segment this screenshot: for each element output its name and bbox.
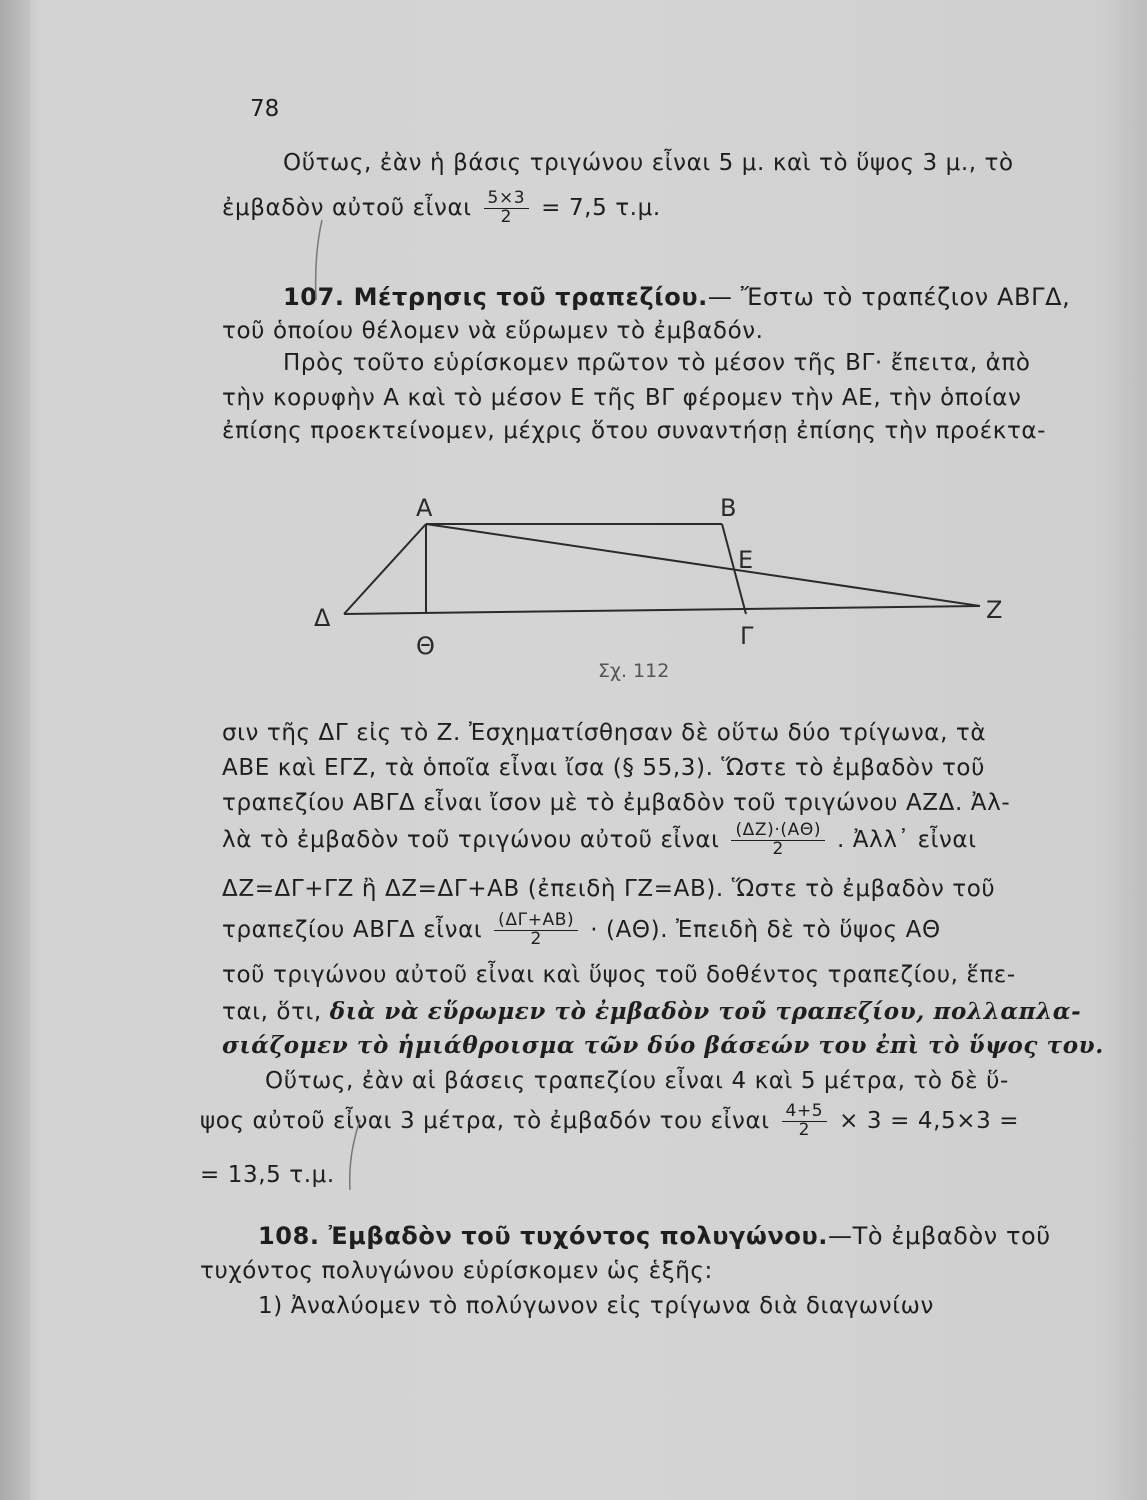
text-segment: ἐμβαδὸν αὐτοῦ εἶναι — [222, 194, 472, 221]
fraction-numerator: (ΔΓ+ΑΒ) — [494, 912, 578, 931]
text-line: τὴν κορυφὴν Α καὶ τὸ μέσον Ε τῆς ΒΓ φέρομεν τὴν ΑΕ, τὴν ὁποίαν — [222, 385, 1022, 411]
text-segment: = 7,5 τ.μ. — [541, 194, 661, 221]
trapezoid-diagram — [300, 480, 1040, 690]
page-number: 78 — [250, 96, 280, 122]
text-line: τοῦ τριγώνου αὐτοῦ εἶναι καὶ ὕψος τοῦ δοθέντος τραπεζίου, ἕπε- — [222, 962, 1016, 988]
segment-AZ — [426, 524, 980, 606]
text-line: τοῦ ὁποίου θέλομεν νὰ εὕρωμεν τὸ ἐμβαδόν. — [222, 318, 764, 344]
fraction-numerator: (ΔΖ)·(ΑΘ) — [731, 822, 825, 841]
section-title: 108. Ἐμβαδὸν τοῦ τυχόντος πολυγώνου. — [258, 1222, 829, 1250]
fraction — [731, 822, 825, 859]
pencil-mark — [300, 215, 340, 305]
text-segment: τραπεζίου ΑΒΓΔ εἶναι — [222, 916, 483, 943]
figure-caption: Σχ. 112 — [598, 660, 670, 682]
fraction-denominator: 2 — [500, 206, 513, 227]
book-spine-shadow — [0, 0, 30, 1500]
fraction — [494, 912, 578, 949]
segment-AD — [344, 524, 426, 614]
section-title-rest: —Τὸ ἐμβαδὸν τοῦ — [828, 1222, 1051, 1250]
text-segment: · (ΑΘ). Ἐπειδὴ δὲ τὸ ὕψος ΑΘ — [590, 916, 941, 943]
section-title: 107. Μέτρησις τοῦ τραπεζίου. — [283, 283, 708, 311]
text-line: Πρὸς τοῦτο εὑρίσκομεν πρῶτον τὸ μέσον τῆς ΒΓ· ἔπειτα, ἀπὸ — [283, 350, 1031, 376]
rule-emphasis: σιάζομεν τὸ ἡμιάθροισμα τῶν δύο βάσεών του ἐπὶ τὸ ὕψος του. — [222, 1032, 1104, 1059]
pencil-mark — [330, 1115, 370, 1195]
label-E: Ε — [738, 546, 754, 574]
text-line-with-fraction — [222, 822, 977, 859]
label-Z: Ζ — [986, 596, 1003, 624]
trapezoid-figure — [300, 480, 1040, 690]
label-A: Α — [416, 494, 433, 522]
fraction-denominator: 2 — [530, 928, 542, 949]
label-Th: Θ — [416, 632, 435, 660]
text-line: Οὕτως, ἐὰν αἱ βάσεις τραπεζίου εἶναι 4 καὶ 5 μέτρα, τὸ δὲ ὕ- — [265, 1068, 1009, 1094]
text-line: Οὕτως, ἐὰν ἡ βάσις τριγώνου εἶναι 5 μ. καὶ τὸ ὕψος 3 μ., τὸ — [283, 150, 1014, 176]
section-heading-107 — [283, 283, 1070, 311]
text-line: 1) Ἀναλύομεν τὸ πολύγωνον εἰς τρίγωνα διὰ διαγωνίων — [258, 1293, 934, 1319]
text-segment: λὰ τὸ ἐμβαδὸν τοῦ τριγώνου αὐτοῦ εἶναι — [222, 826, 720, 853]
rule-emphasis: διὰ νὰ εὕρωμεν τὸ ἐμβαδὸν τοῦ τραπεζίου, πολλαπλα- — [329, 998, 1082, 1025]
text-segment: ψος αὐτοῦ εἶναι 3 μέτρα, τὸ ἐμβαδόν του εἶναι — [200, 1107, 770, 1134]
fraction — [782, 1103, 828, 1140]
text-line: τραπεζίου ΑΒΓΔ εἶναι ἴσον μὲ τὸ ἐμβαδὸν τοῦ τριγώνου ΑΖΔ. Ἀλ- — [222, 790, 1011, 816]
fraction-numerator: 4+5 — [782, 1103, 828, 1122]
text-line: σιν τῆς ΔΓ εἰς τὸ Ζ. Ἐσχηματίσθησαν δὲ οὕτω δύο τρίγωνα, τὰ — [222, 720, 987, 746]
section-heading-108 — [258, 1222, 1051, 1250]
text-line: τυχόντος πολυγώνου εὑρίσκομεν ὡς ἑξῆς: — [200, 1258, 713, 1284]
text-line-with-emphasis — [222, 1032, 1104, 1059]
text-segment: . Ἀλλ᾽ εἶναι — [836, 826, 977, 853]
text-line-with-fraction — [200, 1103, 1019, 1140]
text-line-with-fraction — [222, 190, 661, 227]
text-line-with-emphasis — [222, 998, 1081, 1025]
segment-DZ — [344, 606, 980, 614]
text-line: ΑΒΕ καὶ ΕΓΖ, τὰ ὁποῖα εἶναι ἴσα (§ 55,3). Ὥστε τὸ ἐμβαδὸν τοῦ — [222, 755, 985, 781]
fraction-denominator: 2 — [772, 838, 784, 859]
section-title-rest: — Ἔστω τὸ τραπέζιον ΑΒΓΔ, — [707, 283, 1071, 311]
label-D: Δ — [314, 604, 331, 632]
text-segment: × 3 = 4,5×3 = — [839, 1107, 1020, 1134]
label-B: Β — [720, 494, 737, 522]
text-segment: ται, ὅτι, — [222, 999, 330, 1025]
text-line: ΔΖ=ΔΓ+ΓΖ ἢ ΔΖ=ΔΓ+ΑΒ (ἐπειδὴ ΓΖ=ΑΒ). Ὥστε τὸ ἐμβαδὸν τοῦ — [222, 876, 996, 902]
label-G: Γ — [740, 622, 754, 650]
text-line-with-fraction — [222, 912, 941, 949]
fraction-numerator: 5×3 — [484, 190, 530, 209]
text-line: ἐπίσης προεκτείνομεν, μέχρις ὅτου συναντήσῃ ἐπίσης τὴν προέκτα- — [222, 418, 1047, 444]
fraction — [484, 190, 530, 227]
fraction-denominator: 2 — [798, 1119, 811, 1140]
text-line: = 13,5 τ.μ. — [200, 1162, 335, 1188]
